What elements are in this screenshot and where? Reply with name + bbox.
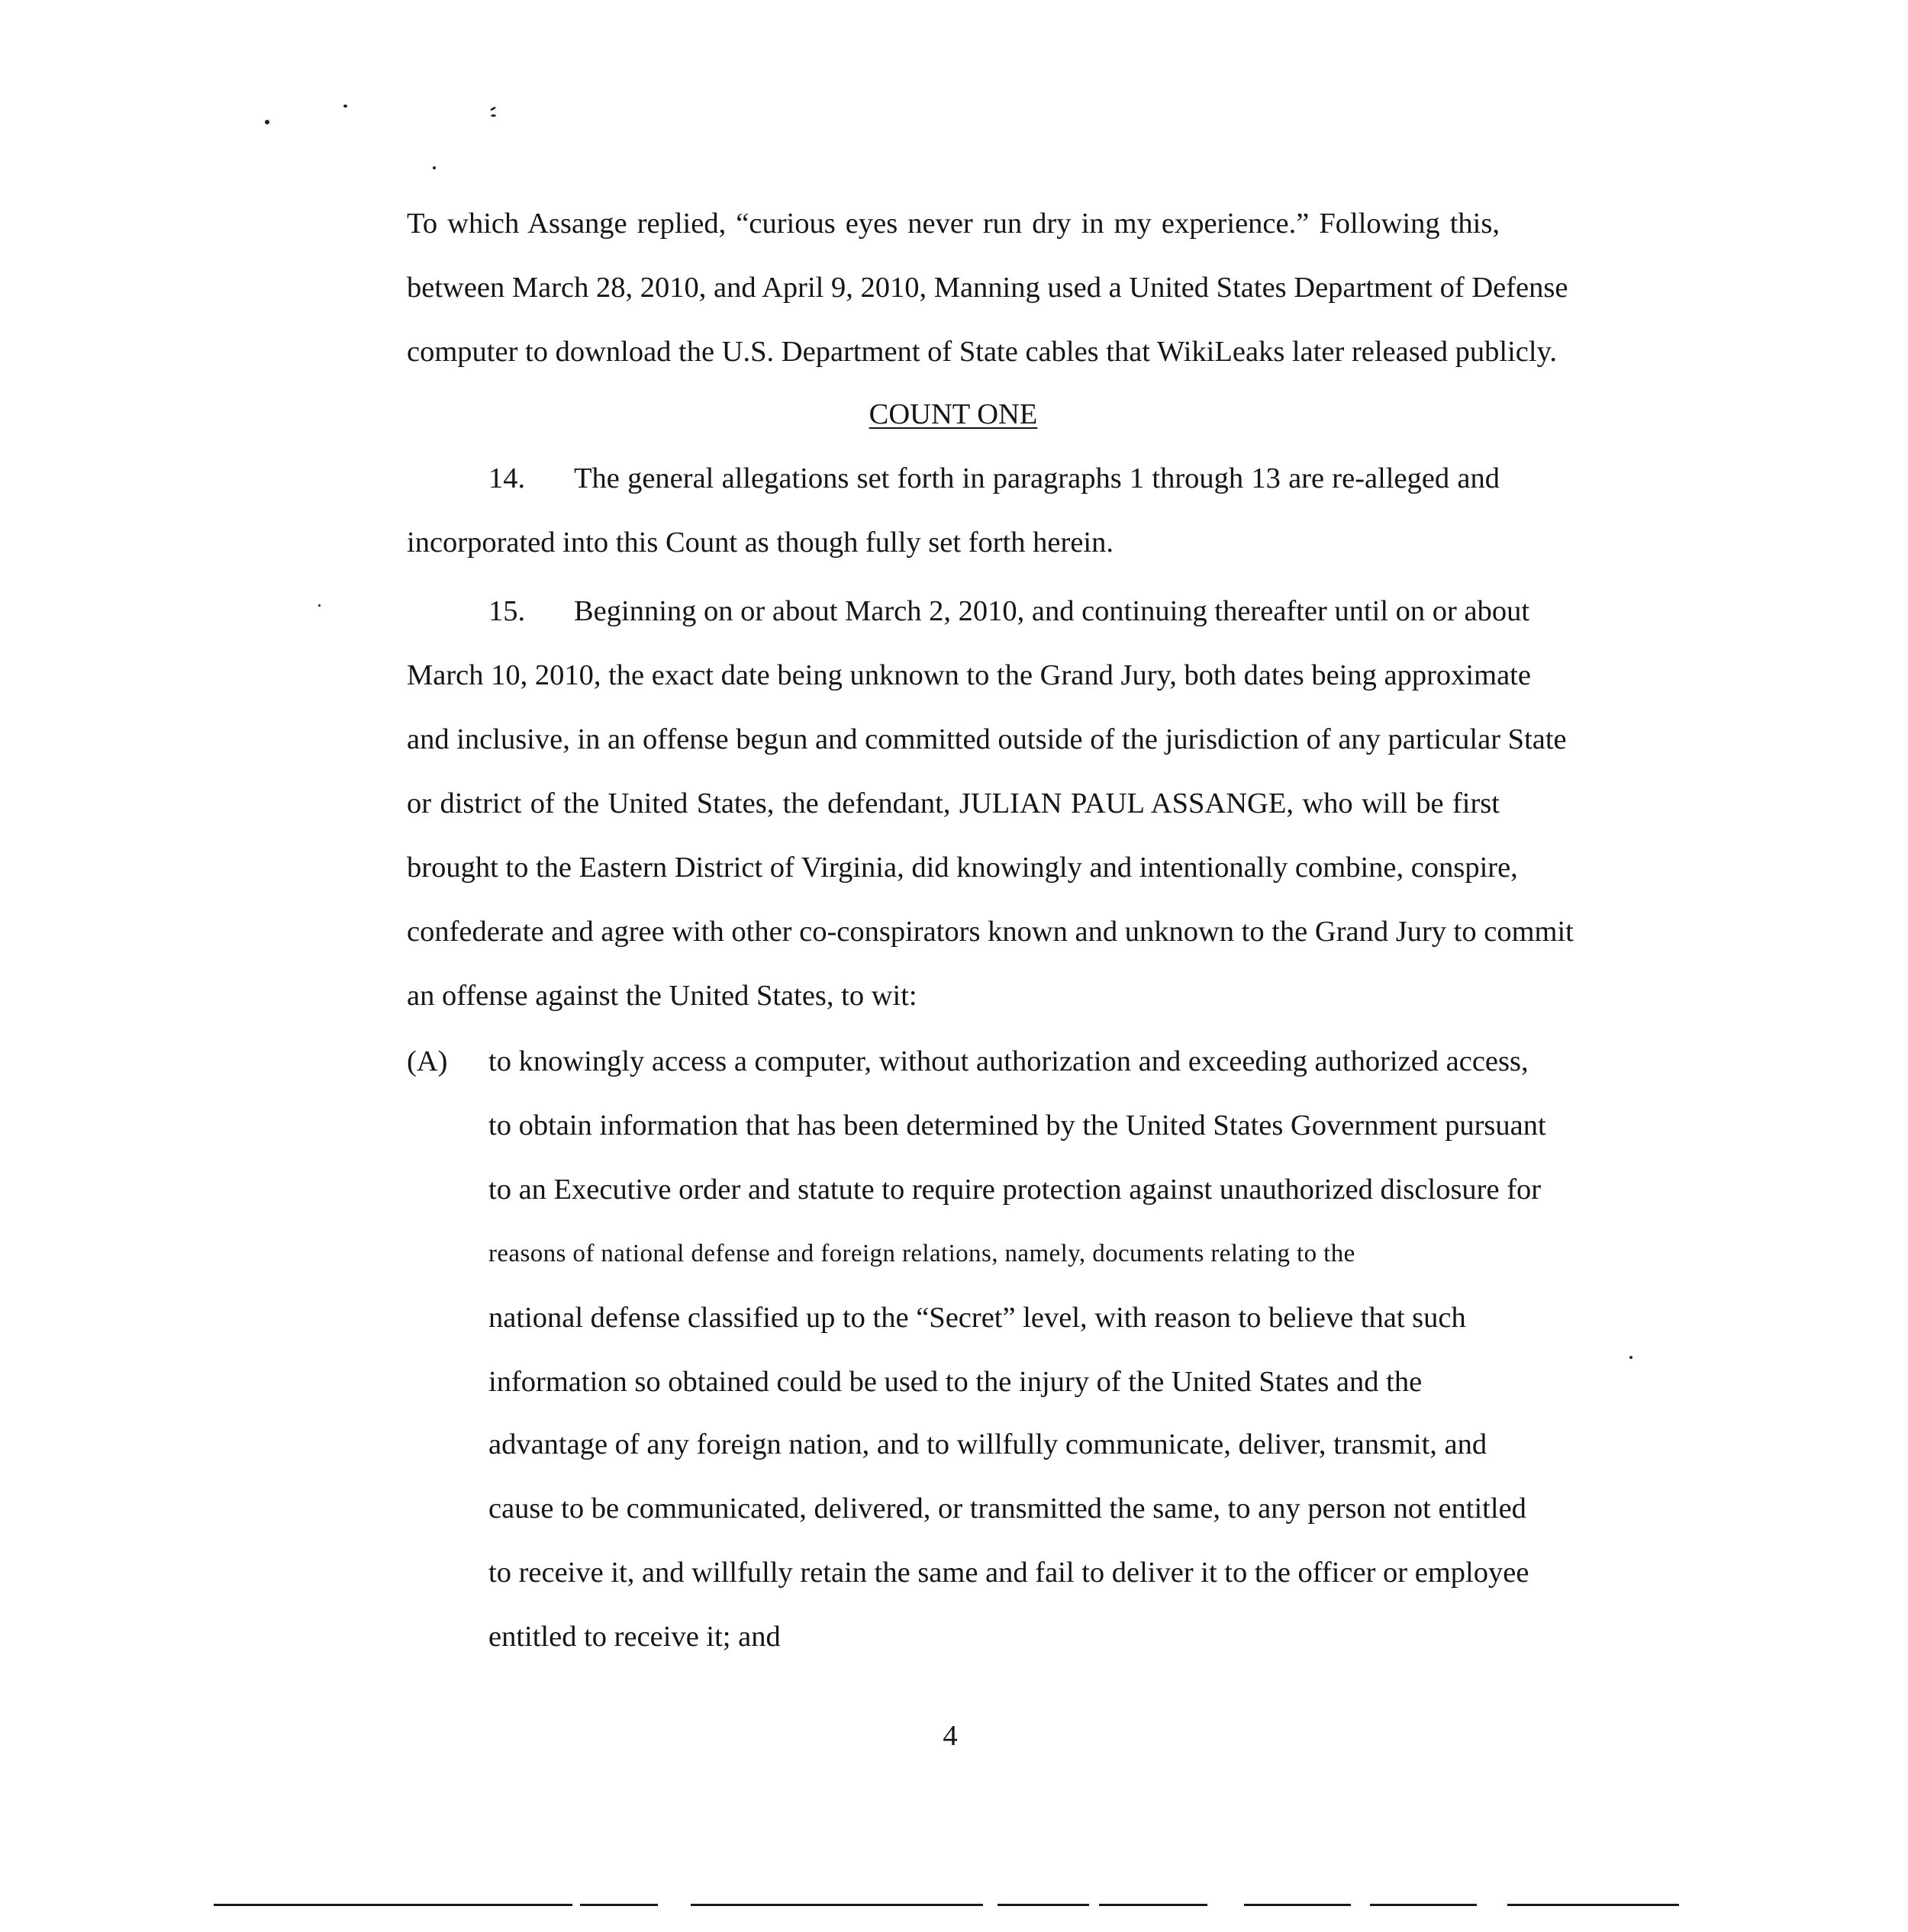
body-line: To which Assange replied, “curious eyes never run dry in my experience.” Following this, (407, 208, 1500, 240)
scan-speck (318, 604, 321, 607)
body-line: confederate and agree with other co-conspirators known and unknown to the Grand Jury to commit (407, 916, 1574, 948)
footer-rule (1507, 1904, 1679, 1906)
body-line: national defense classified up to the “Secret” level, with reason to believe that such (488, 1302, 1466, 1334)
scan-speck (490, 106, 496, 111)
body-line: brought to the Eastern District of Virginia, did knowingly and intentionally combine, conspire, (407, 852, 1518, 884)
body-line: and inclusive, in an offense begun and committed outside of the jurisdiction of any particular State (407, 723, 1567, 755)
paragraph-number: 15. (488, 595, 526, 627)
body-line: Beginning on or about March 2, 2010, and continuing thereafter until on or about (574, 595, 1530, 627)
body-line: March 10, 2010, the exact date being unknown to the Grand Jury, both dates being approximate (407, 659, 1531, 691)
body-line: reasons of national defense and foreign relations, namely, documents relating to the (488, 1240, 1355, 1267)
body-line: incorporated into this Count as though fully set forth herein. (407, 526, 1114, 559)
scan-speck (343, 105, 347, 108)
body-line: computer to download the U.S. Department of State cables that WikiLeaks later released publicly. (407, 336, 1557, 368)
footer-rule (1370, 1904, 1477, 1906)
body-line: to receive it, and willfully retain the same and fail to deliver it to the officer or employee (488, 1557, 1529, 1589)
body-line: to an Executive order and statute to require protection against unauthorized disclosure for (488, 1174, 1542, 1206)
count-one-heading: COUNT ONE (869, 398, 1038, 430)
footer-rule (1244, 1904, 1351, 1906)
footer-rule (998, 1904, 1089, 1906)
scan-speck (491, 114, 496, 117)
body-line: cause to be communicated, delivered, or transmitted the same, to any person not entitled (488, 1492, 1526, 1525)
body-line: information so obtained could be used to the injury of the United States and the (488, 1366, 1423, 1398)
footer-rule (1099, 1904, 1207, 1906)
body-line: to obtain information that has been determined by the United States Government pursuant (488, 1109, 1546, 1141)
section-heading (407, 395, 1500, 433)
footer-rule (691, 1904, 983, 1906)
body-line: to knowingly access a computer, without authorization and exceeding authorized access, (488, 1045, 1529, 1077)
body-line: entitled to receive it; and (488, 1621, 781, 1653)
body-line: or district of the United States, the defendant, JULIAN PAUL ASSANGE, who will be first (407, 787, 1500, 819)
scan-speck (265, 120, 269, 124)
subparagraph-label: (A) (407, 1045, 448, 1077)
footer-rule (580, 1904, 658, 1906)
body-line: advantage of any foreign nation, and to willfully communicate, deliver, transmit, and (488, 1428, 1487, 1460)
scan-speck (433, 166, 436, 169)
page-number: 4 (943, 1720, 958, 1752)
paragraph-number: 14. (488, 462, 526, 494)
scan-speck (1629, 1356, 1632, 1359)
footer-rule (214, 1904, 572, 1906)
body-line: an offense against the United States, to wit: (407, 980, 917, 1012)
body-line: The general allegations set forth in paragraphs 1 through 13 are re-alleged and (574, 462, 1500, 494)
body-line: between March 28, 2010, and April 9, 2010, Manning used a United States Department of Defense (407, 272, 1568, 304)
